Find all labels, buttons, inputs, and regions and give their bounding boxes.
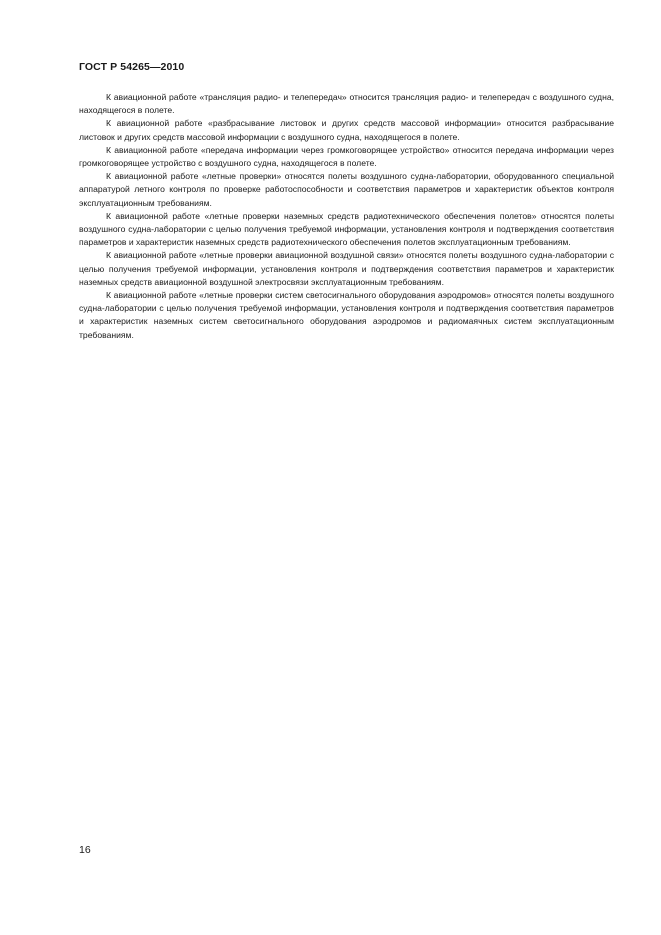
document-body [79,91,614,342]
paragraph-radio-tv-broadcast: К авиационной работе «трансляция радио- и телепередач» относится трансляция радио- и телепередач с воздушного судна, находящегося в полете. [79,92,614,116]
paragraph-flight-checks-radio-ground: К авиационной работе «летные проверки наземных средств радиотехнического обеспечения полетов» относятся полеты воздушного судна-лаборатории с целью получения требуемой информации, установления контроля и подтверждения соответствия параметров и характеристик наземных средств радиотехнического обеспечения полетов эксплуатационным требованиям. [79,210,614,248]
document-header: ГОСТ Р 54265—2010 [79,61,185,73]
paragraph-leaflet-dispersal: К авиационной работе «разбрасывание листовок и других средств массовой информации» относится разбрасывание листовок и других средств массовой информации с воздушного судна, находящегося в полете. [79,118,614,142]
paragraph-flight-checks-air-comms: К авиационной работе «летные проверки авиационной воздушной связи» относятся полеты воздушного судна-лаборатории с целью получения требуемой информации, установления контроля и подтверждения соответствия параметров и характеристик наземных средств авиационной воздушной электросвязи эксплуатационным требованиям. [79,250,614,287]
page-number: 16 [79,844,91,856]
paragraph-loudspeaker-broadcast: К авиационной работе «передача информации через громкоговорящее устройство» относится передача информации через громкоговорящее устройство с воздушного судна, находящегося в полете. [79,144,614,169]
paragraph-flight-checks: К авиационной работе «летные проверки» относятся полеты воздушного судна-лаборатории, оборудованного специальной аппаратурой летного контроля по проверке работоспособности и соответствия параметров и характеристик объектов контроля эксплуатационным требованиям. [79,171,614,208]
paragraph-flight-checks-lighting: К авиационной работе «летные проверки систем светосигнального оборудования аэродромов» относятся полеты воздушного судна-лаборатории с целью получения требуемой информации, установления контроля и подтверждения соответствия параметров и характеристик наземных систем светосигнального оборудования аэродромов и радиомаячных систем эксплуатационным требованиям. [79,290,614,340]
